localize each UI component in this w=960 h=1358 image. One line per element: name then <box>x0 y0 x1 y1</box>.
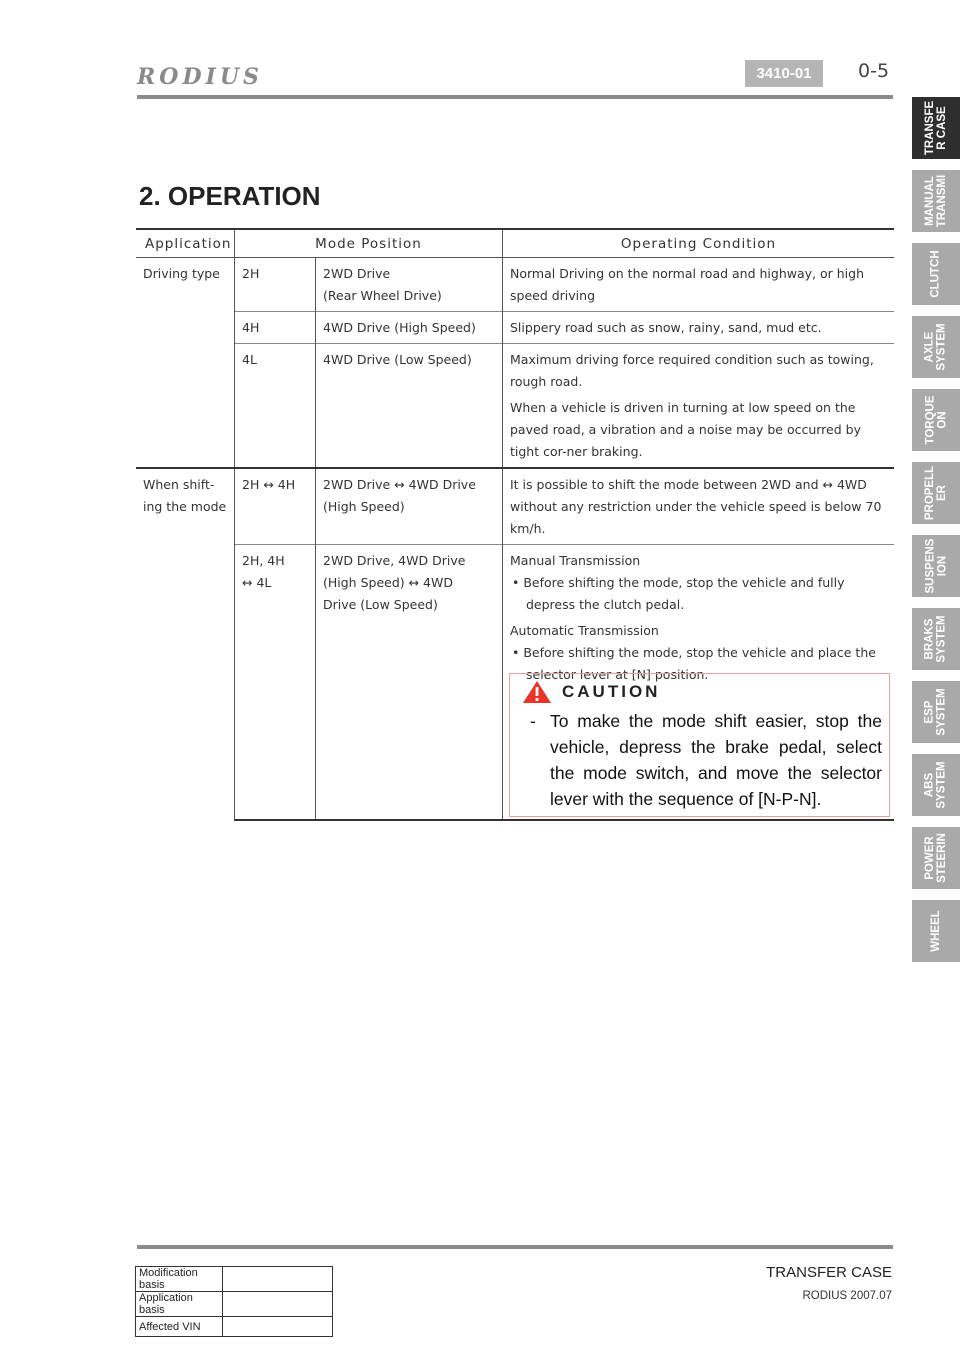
warning-triangle-icon <box>522 680 552 704</box>
caution-header <box>522 680 660 704</box>
bullet-item: • Before shifting the mode, stop the vehicle and place the selector lever at [N] position. <box>512 645 876 682</box>
col-header-mode-position: Mode Position <box>235 229 503 258</box>
tab-transfer-case[interactable]: TRANSFE R CASE <box>912 97 960 159</box>
mode-cell: 2H <box>235 258 316 312</box>
mode-cell: 2H ↔ 4H <box>235 468 316 545</box>
table-row <box>136 1267 333 1292</box>
tab-brakes-system[interactable]: BRAKS SYSTEM <box>912 608 960 670</box>
automatic-transmission-label: Automatic Transmission <box>510 623 659 638</box>
section-code-badge: 3410-01 <box>745 60 823 87</box>
section-title: 2. OPERATION <box>139 181 321 211</box>
mode-cell: 4L <box>235 344 316 469</box>
footer-rule <box>137 1245 893 1249</box>
mode-cell: 4H <box>235 312 316 344</box>
page-number: 0-5 <box>858 60 890 82</box>
table-row <box>136 312 894 344</box>
drive-cell: 4WD Drive (Low Speed) <box>316 344 503 469</box>
caution-title: CAUTION <box>562 682 661 701</box>
tab-propeller[interactable]: PROPELL ER <box>912 462 960 524</box>
mode-cell: 2H, 4H ↔ 4L <box>235 545 316 820</box>
col-header-application: Application <box>136 229 235 258</box>
tab-abs-system[interactable]: ABS SYSTEM <box>912 754 960 816</box>
table-row <box>136 1317 333 1337</box>
table-row <box>136 258 894 312</box>
application-basis-label: Application basis <box>136 1292 223 1317</box>
brand-logo: RODIUS <box>137 64 263 90</box>
caution-text: - To make the mode shift easier, stop the vehicle, depress the brake pedal, select the mode switch, and move the selector lever with the sequence of [N-P-N]. <box>530 711 882 809</box>
tab-esp-system[interactable]: ESP SYSTEM <box>912 681 960 743</box>
table-row <box>136 468 894 545</box>
modification-basis-label: Modification basis <box>136 1267 223 1292</box>
tab-wheel[interactable]: WHEEL <box>912 900 960 962</box>
drive-cell: 4WD Drive (High Speed) <box>316 312 503 344</box>
condition-cell: It is possible to shift the mode between 2WD and ↔ 4WD without any restriction under the vehicle speed is below 70 km/h. <box>503 468 895 545</box>
affected-vin-label: Affected VIN <box>136 1317 223 1337</box>
footer-subtitle: RODIUS 2007.07 <box>802 1290 892 1302</box>
header-rule <box>137 95 893 99</box>
caution-box <box>509 673 890 817</box>
drive-cell: 2WD Drive (Rear Wheel Drive) <box>316 258 503 312</box>
col-header-operating-condition: Operating Condition <box>503 229 895 258</box>
table-row <box>136 1292 333 1317</box>
drive-cell: 2WD Drive, 4WD Drive (High Speed) ↔ 4WD Drive (Low Speed) <box>316 545 503 820</box>
tab-suspension[interactable]: SUSPENS ION <box>912 535 960 597</box>
tab-manual-transmission[interactable]: MANUAL TRANSMI <box>912 170 960 232</box>
tab-axle-system[interactable]: AXLE SYSTEM <box>912 316 960 378</box>
footer-title: TRANSFER CASE <box>766 1264 892 1281</box>
affected-vin-value <box>223 1317 333 1337</box>
tab-clutch[interactable]: CLUTCH <box>912 243 960 305</box>
manual-transmission-label: Manual Transmission <box>510 553 641 568</box>
modification-basis-value <box>223 1267 333 1292</box>
application-when-shifting: When shift- ing the mode <box>143 477 227 514</box>
condition-cell: Slippery road such as snow, rainy, sand, mud etc. <box>503 312 895 344</box>
condition-cell: Normal Driving on the normal road and highway, or high speed driving <box>503 258 895 312</box>
table-row <box>136 344 894 469</box>
bullet-item: • Before shifting the mode, stop the vehicle and fully depress the clutch pedal. <box>512 575 845 612</box>
condition-cell: Maximum driving force required condition such as towing, rough road. When a vehicle is driven in turning at low speed on the paved road, a vibration and a noise may be occurred by tight cor-ner braking. <box>503 344 895 469</box>
tab-power-steering[interactable]: POWER STEERIN <box>912 827 960 889</box>
table-header-row <box>136 229 894 258</box>
drive-cell: 2WD Drive ↔ 4WD Drive (High Speed) <box>316 468 503 545</box>
application-basis-value <box>223 1292 333 1317</box>
modification-table <box>135 1266 333 1337</box>
tab-torque-on[interactable]: TORQUE ON <box>912 389 960 451</box>
application-driving-type: Driving type <box>136 258 235 469</box>
